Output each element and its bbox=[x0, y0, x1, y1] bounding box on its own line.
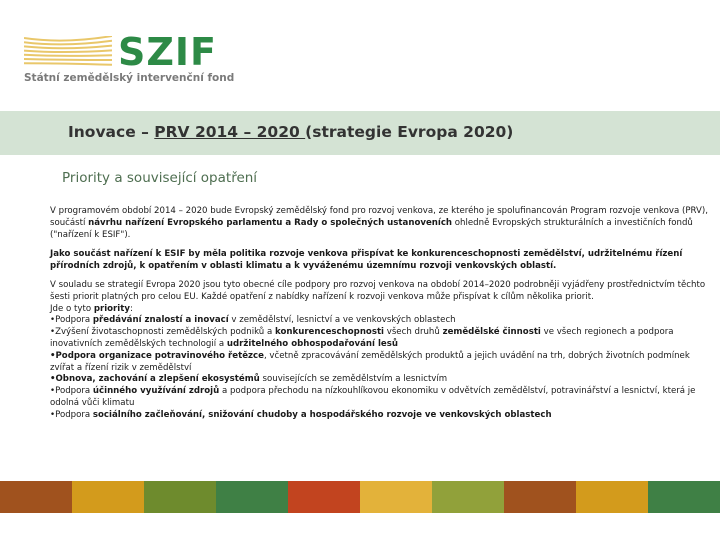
szif-logo bbox=[24, 30, 235, 84]
logo-subtitle: Státní zemědělský intervenční fond bbox=[24, 72, 235, 84]
logo-field-stripes-icon bbox=[24, 36, 112, 68]
list-item: •Podpora sociálního začleňování, snižování chudoby a hospodářského rozvoje ve venkovských oblastech bbox=[50, 409, 552, 420]
content-body bbox=[50, 206, 710, 422]
priorities-lead: Jde o tyto priority: bbox=[50, 303, 133, 314]
footer-segment bbox=[144, 481, 216, 513]
page-subtitle: Priority a související opatření bbox=[62, 170, 258, 186]
footer-segment bbox=[216, 481, 288, 513]
footer-color-bar bbox=[0, 481, 720, 513]
paragraph-1: V programovém období 2014 – 2020 bude Evropský zemědělský fond pro rozvoj venkova, ze kterého je spolufinancován Program rozvoje venkova (PRV), součástí návrhu nařízení Evropského parlamentu a Rady o společných ustanoveních ohledně Evropských strukturálních a investičních fondů ("nařízení k ESIF"). bbox=[50, 206, 708, 240]
logo-stripe bbox=[24, 36, 112, 41]
paragraph-3 bbox=[50, 280, 710, 422]
footer-segment bbox=[648, 481, 720, 513]
list-item: •Podpora předávání znalostí a inovací v zemědělství, lesnictví a ve venkovských oblastech bbox=[50, 315, 456, 326]
title-underlined: PRV 2014 – 2020 bbox=[154, 123, 306, 141]
footer-segment bbox=[0, 481, 72, 513]
footer-segment bbox=[72, 481, 144, 513]
logo-stripe bbox=[24, 63, 112, 65]
footer-segment bbox=[504, 481, 576, 513]
logo-stripe bbox=[24, 59, 112, 60]
list-item: •Podpora účinného využívání zdrojů a podpora přechodu na nízkouhlíkovou ekonomiku v odvětvích zemědělství, potravinářství a lesnictví, která je odolná vůči klimatu bbox=[50, 386, 696, 408]
list-item: •Zvýšení životaschopnosti zemědělských podniků a konkurenceschopnosti všech druhů zemědělské činnosti ve všech regionech a podpora inovativních zemědělských technologií a udržitelného obhospodařování lesů bbox=[50, 327, 674, 349]
priorities-intro: V souladu se strategií Evropa 2020 jsou tyto obecné cíle podpory pro rozvoj venkova na období 2014–2020 podrobněji vyjádřeny prostřednictvím těchto šesti priorit platných pro celou EU. Každé opatření z nabídky nařízení k rozvoji venkova může přispívat k cílům několika priorit. bbox=[50, 279, 706, 302]
footer-segment bbox=[432, 481, 504, 513]
list-item: •Obnova, zachování a zlepšení ekosystémů souvisejících se zemědělstvím a lesnictvím bbox=[50, 374, 448, 385]
logo-stripe bbox=[24, 55, 112, 56]
logo-stripe bbox=[24, 46, 112, 49]
list-item: •Podpora organizace potravinového řetězce, včetně zpracovávání zemědělských produktů a jejich uvádění na trh, dobrých životních podmínek zvířat a řízení rizik v zemědělství bbox=[50, 350, 690, 373]
footer-segment bbox=[576, 481, 648, 513]
logo-wordmark: SZIF bbox=[118, 30, 218, 74]
paragraph-2: Jako součást nařízení k ESIF by měla politika rozvoje venkova přispívat ke konkurenceschopnosti zemědělství, udržitelnému řízení přírodních zdrojů, k opatřením v oblasti klimatu a k vyváženému územnímu rozvoji venkovských oblastí. bbox=[50, 248, 683, 271]
logo-stripe bbox=[24, 50, 112, 52]
footer-segment bbox=[360, 481, 432, 513]
page-title: Inovace – PRV 2014 – 2020 (strategie Evropa 2020) bbox=[68, 123, 514, 141]
footer-segment bbox=[288, 481, 360, 513]
